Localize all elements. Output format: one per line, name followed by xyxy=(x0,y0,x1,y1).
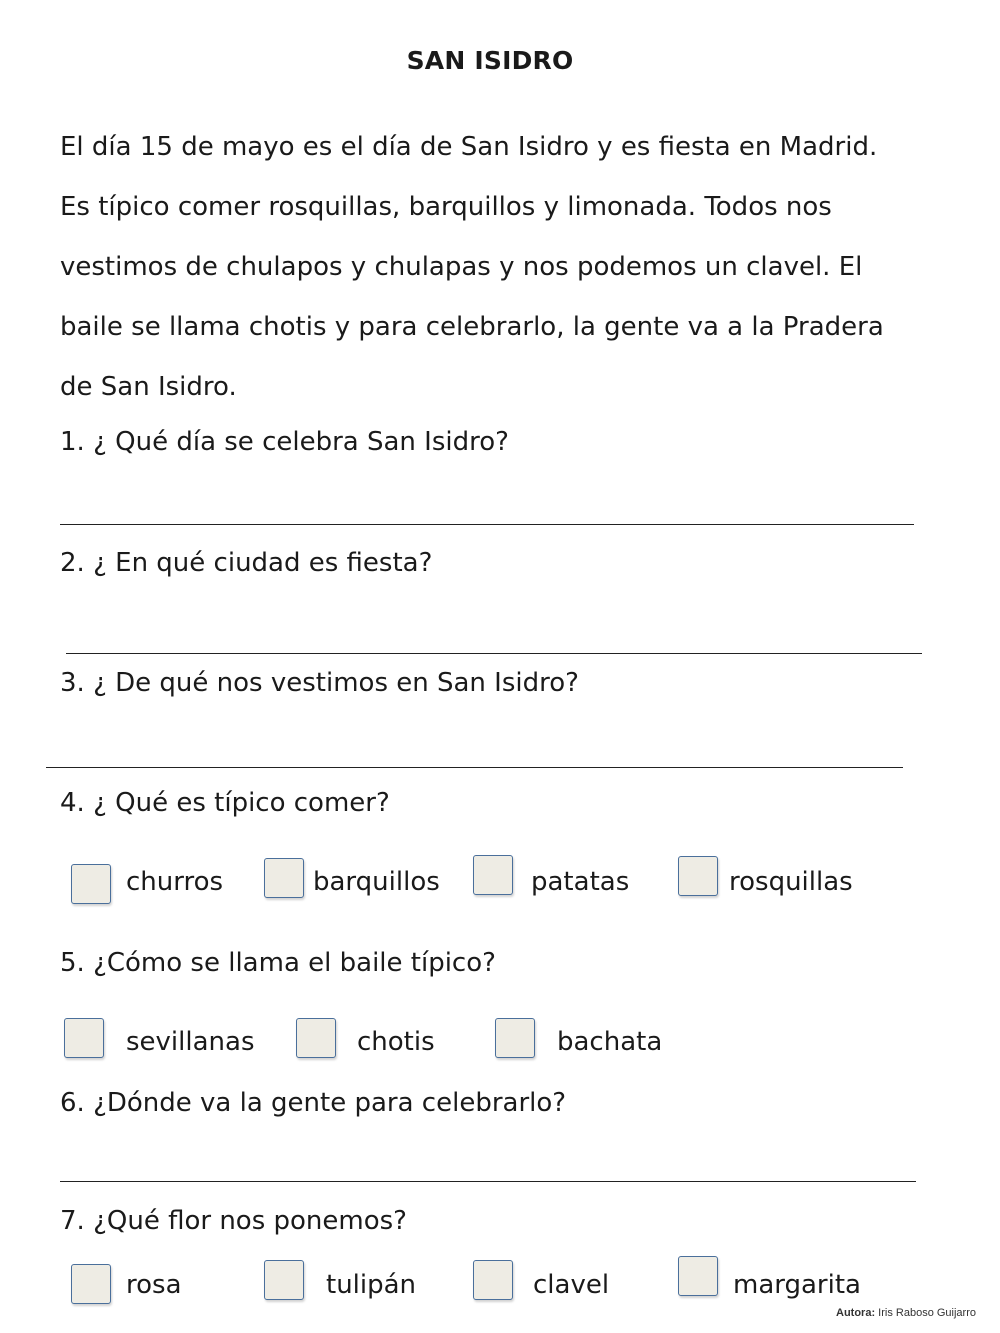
question-7: 7. ¿Qué flor nos ponemos? xyxy=(60,1206,407,1236)
answer-line-6[interactable] xyxy=(60,1181,916,1182)
option-barquillos: barquillos xyxy=(313,867,440,897)
option-churros: churros xyxy=(126,867,224,897)
paragraph-line-2: Es típico comer rosquillas, barquillos y limonada. Todos nos xyxy=(60,192,832,222)
option-tulipan: tulipán xyxy=(326,1270,417,1300)
checkbox-bachata[interactable] xyxy=(495,1018,535,1058)
question-5: 5. ¿Cómo se llama el baile típico? xyxy=(60,948,496,978)
question-3: 3. ¿ De qué nos vestimos en San Isidro? xyxy=(60,668,579,698)
answer-line-2[interactable] xyxy=(66,653,922,654)
question-2: 2. ¿ En qué ciudad es fiesta? xyxy=(60,548,433,578)
answer-line-1[interactable] xyxy=(60,524,914,525)
option-bachata: bachata xyxy=(557,1027,663,1057)
author-label: Autora: xyxy=(836,1307,876,1319)
paragraph-line-3: vestimos de chulapos y chulapas y nos podemos un clavel. El xyxy=(60,252,863,282)
question-6: 6. ¿Dónde va la gente para celebrarlo? xyxy=(60,1088,567,1118)
option-chotis: chotis xyxy=(357,1027,435,1057)
option-clavel: clavel xyxy=(533,1270,610,1300)
question-4: 4. ¿ Qué es típico comer? xyxy=(60,788,390,818)
option-patatas: patatas xyxy=(531,867,630,897)
author-name: Iris Raboso Guijarro xyxy=(878,1307,976,1319)
checkbox-patatas[interactable] xyxy=(473,855,513,895)
checkbox-rosquillas[interactable] xyxy=(678,856,718,896)
option-sevillanas: sevillanas xyxy=(126,1027,255,1057)
checkbox-rosa[interactable] xyxy=(71,1264,111,1304)
paragraph-line-1: El día 15 de mayo es el día de San Isidro y es fiesta en Madrid. xyxy=(60,132,878,162)
checkbox-churros[interactable] xyxy=(71,864,111,904)
option-rosa: rosa xyxy=(126,1270,182,1300)
checkbox-sevillanas[interactable] xyxy=(64,1018,104,1058)
checkbox-barquillos[interactable] xyxy=(264,858,304,898)
answer-line-3[interactable] xyxy=(46,767,903,768)
question-1: 1. ¿ Qué día se celebra San Isidro? xyxy=(60,427,509,457)
option-rosquillas: rosquillas xyxy=(729,867,853,897)
author-credit xyxy=(836,1307,976,1319)
paragraph-line-4: baile se llama chotis y para celebrarlo, la gente va a la Pradera xyxy=(60,312,884,342)
checkbox-chotis[interactable] xyxy=(296,1018,336,1058)
checkbox-tulipan[interactable] xyxy=(264,1260,304,1300)
page-title: SAN ISIDRO xyxy=(406,46,574,75)
checkbox-margarita[interactable] xyxy=(678,1256,718,1296)
paragraph-line-5: de San Isidro. xyxy=(60,372,237,402)
option-margarita: margarita xyxy=(733,1270,861,1300)
checkbox-clavel[interactable] xyxy=(473,1260,513,1300)
